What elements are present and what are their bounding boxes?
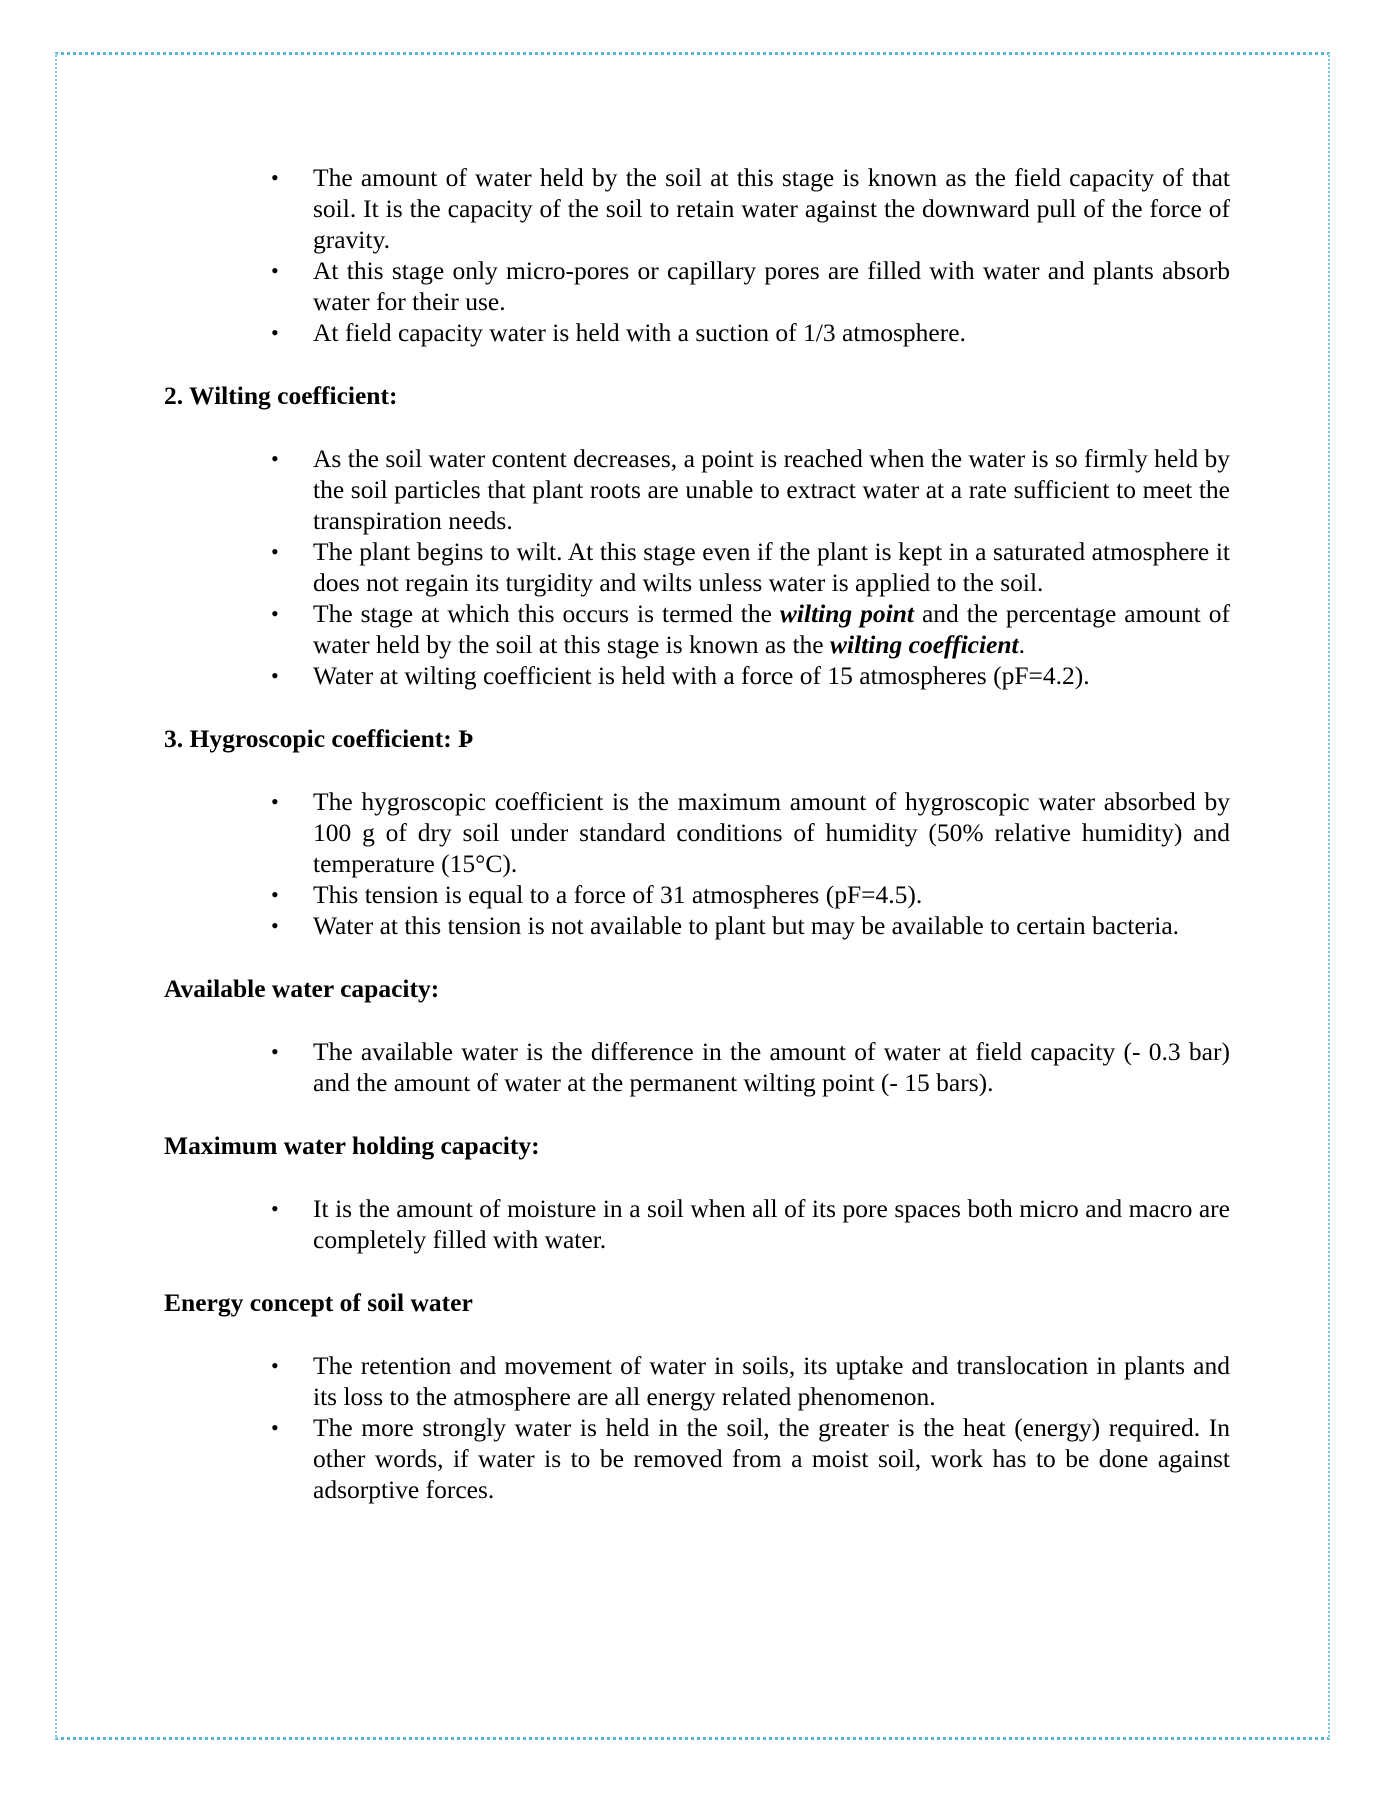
list-item: • This tension is equal to a force of 31 atmospheres (pF=4.5).: [313, 879, 1230, 910]
wilting-coefficient-list: [164, 443, 1230, 691]
list-item: • The more strongly water is held in the soil, the greater is the heat (energy) required. In other words, if water is to be removed from a moist soil, work has to be done against adsorptive forces.: [313, 1412, 1230, 1505]
section-heading-available-water-capacity: Available water capacity:: [164, 974, 440, 1003]
term-wilting-coefficient: wilting coefficient: [830, 630, 1019, 659]
available-water-list: [164, 1036, 1230, 1098]
document-body: [164, 162, 1230, 1505]
list-item: • The amount of water held by the soil at this stage is known as the field capacity of that soil. It is the capacity of the soil to retain water against the downward pull of the force of gravity.: [313, 162, 1230, 255]
text-run: and the percentage amount of water held by the soil at this stage is known as the: [313, 599, 1230, 659]
section-heading-maximum-water-holding-capacity: Maximum water holding capacity:: [164, 1131, 540, 1160]
max-water-holding-list: [164, 1193, 1230, 1255]
hygroscopic-coefficient-list: [164, 786, 1230, 941]
list-item: • The retention and movement of water in soils, its uptake and translocation in plants and its loss to the atmosphere are all energy related phenomenon.: [313, 1350, 1230, 1412]
list-item: • The hygroscopic coefficient is the maximum amount of hygroscopic water absorbed by 100 g of dry soil under standard conditions of humidity (50% relative humidity) and temperature (15°C).: [313, 786, 1230, 879]
section-heading-wilting-coefficient: 2. Wilting coefficient:: [164, 381, 398, 410]
section-heading-energy-concept: Energy concept of soil water: [164, 1288, 473, 1317]
energy-concept-list: [164, 1350, 1230, 1505]
list-item: • Water at wilting coefficient is held with a force of 15 atmospheres (pF=4.2).: [313, 660, 1230, 691]
list-item: • At this stage only micro-pores or capillary pores are filled with water and plants absorb water for their use.: [313, 255, 1230, 317]
list-item: • As the soil water content decreases, a point is reached when the water is so firmly held by the soil particles that plant roots are unable to extract water at a rate sufficient to meet the transpiration needs.: [313, 443, 1230, 536]
list-item: • Water at this tension is not available to plant but may be available to certain bacteria.: [313, 910, 1230, 941]
list-item: • At field capacity water is held with a suction of 1/3 atmosphere.: [313, 317, 1230, 348]
text-run: .: [1018, 630, 1026, 659]
term-wilting-point: wilting point: [779, 599, 914, 628]
list-item: • The available water is the difference in the amount of water at field capacity (- 0.3 bar) and the amount of water at the permanent wilting point (- 15 bars).: [313, 1036, 1230, 1098]
list-item: • It is the amount of moisture in a soil when all of its pore spaces both micro and macro are completely filled with water.: [313, 1193, 1230, 1255]
section-heading-hygroscopic-coefficient: 3. Hygroscopic coefficient: Þ: [164, 724, 474, 753]
list-item: [313, 598, 1230, 660]
text-run: The stage at which this occurs is termed the: [313, 599, 780, 628]
field-capacity-list: [164, 162, 1230, 348]
list-item: • The plant begins to wilt. At this stage even if the plant is kept in a saturated atmosphere it does not regain its turgidity and wilts unless water is applied to the soil.: [313, 536, 1230, 598]
